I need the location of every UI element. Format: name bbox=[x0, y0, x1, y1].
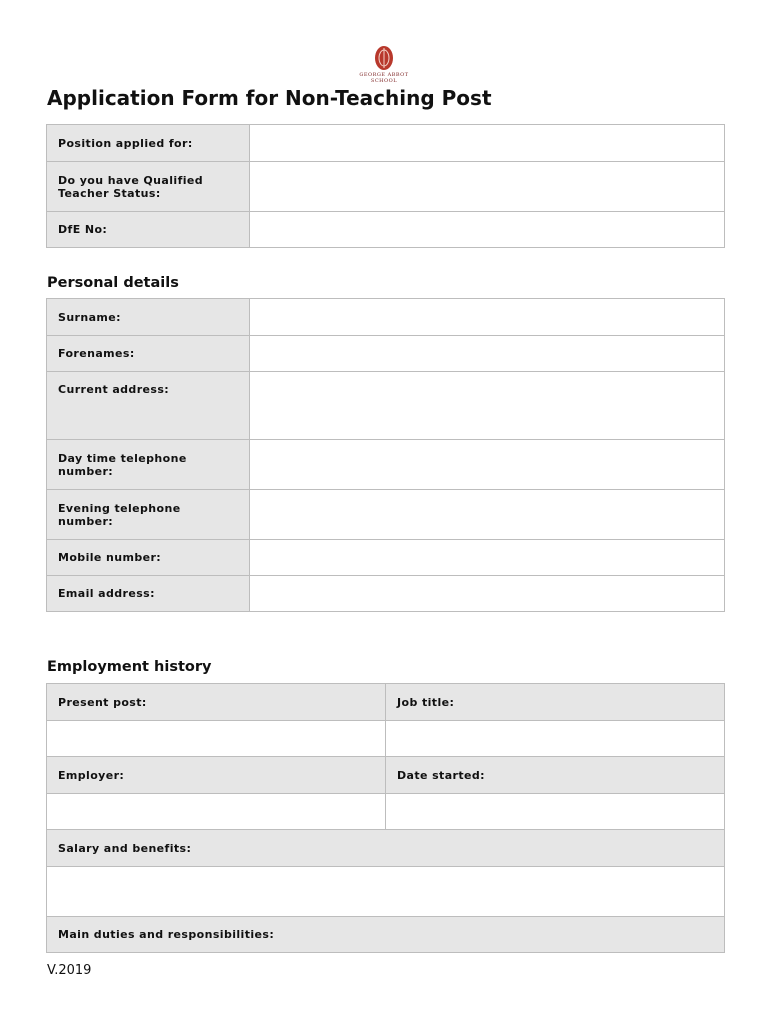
employer-field[interactable] bbox=[47, 794, 386, 830]
table-row bbox=[47, 867, 725, 917]
job-title-field[interactable] bbox=[386, 721, 725, 757]
table-row bbox=[47, 490, 725, 540]
mobile-label: Mobile number: bbox=[47, 540, 250, 576]
dfe-no-label: DfE No: bbox=[47, 212, 250, 248]
employer-label: Employer: bbox=[47, 757, 386, 794]
table-row bbox=[47, 372, 725, 440]
page-title: Application Form for Non-Teaching Post bbox=[47, 86, 492, 110]
version-footer: V.2019 bbox=[47, 963, 92, 978]
salary-label: Salary and benefits: bbox=[47, 830, 725, 867]
qts-label: Do you have Qualified Teacher Status: bbox=[47, 162, 250, 212]
forenames-label: Forenames: bbox=[47, 336, 250, 372]
present-post-label: Present post: bbox=[47, 684, 386, 721]
position-applied-field[interactable] bbox=[250, 125, 725, 162]
current-address-label: Current address: bbox=[47, 372, 250, 440]
mobile-field[interactable] bbox=[250, 540, 725, 576]
crest-icon bbox=[373, 44, 395, 72]
personal-details-table bbox=[46, 298, 725, 612]
table-row bbox=[47, 721, 725, 757]
current-address-field[interactable] bbox=[250, 372, 725, 440]
personal-details-heading: Personal details bbox=[47, 275, 179, 291]
date-started-field[interactable] bbox=[386, 794, 725, 830]
table-row bbox=[47, 440, 725, 490]
evening-phone-field[interactable] bbox=[250, 490, 725, 540]
present-post-field[interactable] bbox=[47, 721, 386, 757]
dfe-no-field[interactable] bbox=[250, 212, 725, 248]
daytime-phone-field[interactable] bbox=[250, 440, 725, 490]
evening-phone-label: Evening telephone number: bbox=[47, 490, 250, 540]
table-row bbox=[47, 336, 725, 372]
salary-field[interactable] bbox=[47, 867, 725, 917]
date-started-label: Date started: bbox=[386, 757, 725, 794]
table-row bbox=[47, 125, 725, 162]
surname-label: Surname: bbox=[47, 299, 250, 336]
employment-history-heading: Employment history bbox=[47, 659, 212, 675]
table-row bbox=[47, 917, 725, 953]
table-row bbox=[47, 212, 725, 248]
employment-table bbox=[46, 683, 725, 953]
school-logo bbox=[356, 44, 412, 86]
qts-field[interactable] bbox=[250, 162, 725, 212]
email-label: Email address: bbox=[47, 576, 250, 612]
duties-label: Main duties and responsibilities: bbox=[47, 917, 725, 953]
email-field[interactable] bbox=[250, 576, 725, 612]
logo-text: GEORGE ABBOT SCHOOL bbox=[359, 72, 409, 84]
table-row bbox=[47, 684, 725, 721]
table-row bbox=[47, 757, 725, 794]
forenames-field[interactable] bbox=[250, 336, 725, 372]
table-row bbox=[47, 162, 725, 212]
table-row bbox=[47, 540, 725, 576]
table-row bbox=[47, 794, 725, 830]
job-title-label: Job title: bbox=[386, 684, 725, 721]
table-row bbox=[47, 299, 725, 336]
post-table bbox=[46, 124, 725, 248]
table-row bbox=[47, 576, 725, 612]
table-row bbox=[47, 830, 725, 867]
surname-field[interactable] bbox=[250, 299, 725, 336]
daytime-phone-label: Day time telephone number: bbox=[47, 440, 250, 490]
position-applied-label: Position applied for: bbox=[47, 125, 250, 162]
